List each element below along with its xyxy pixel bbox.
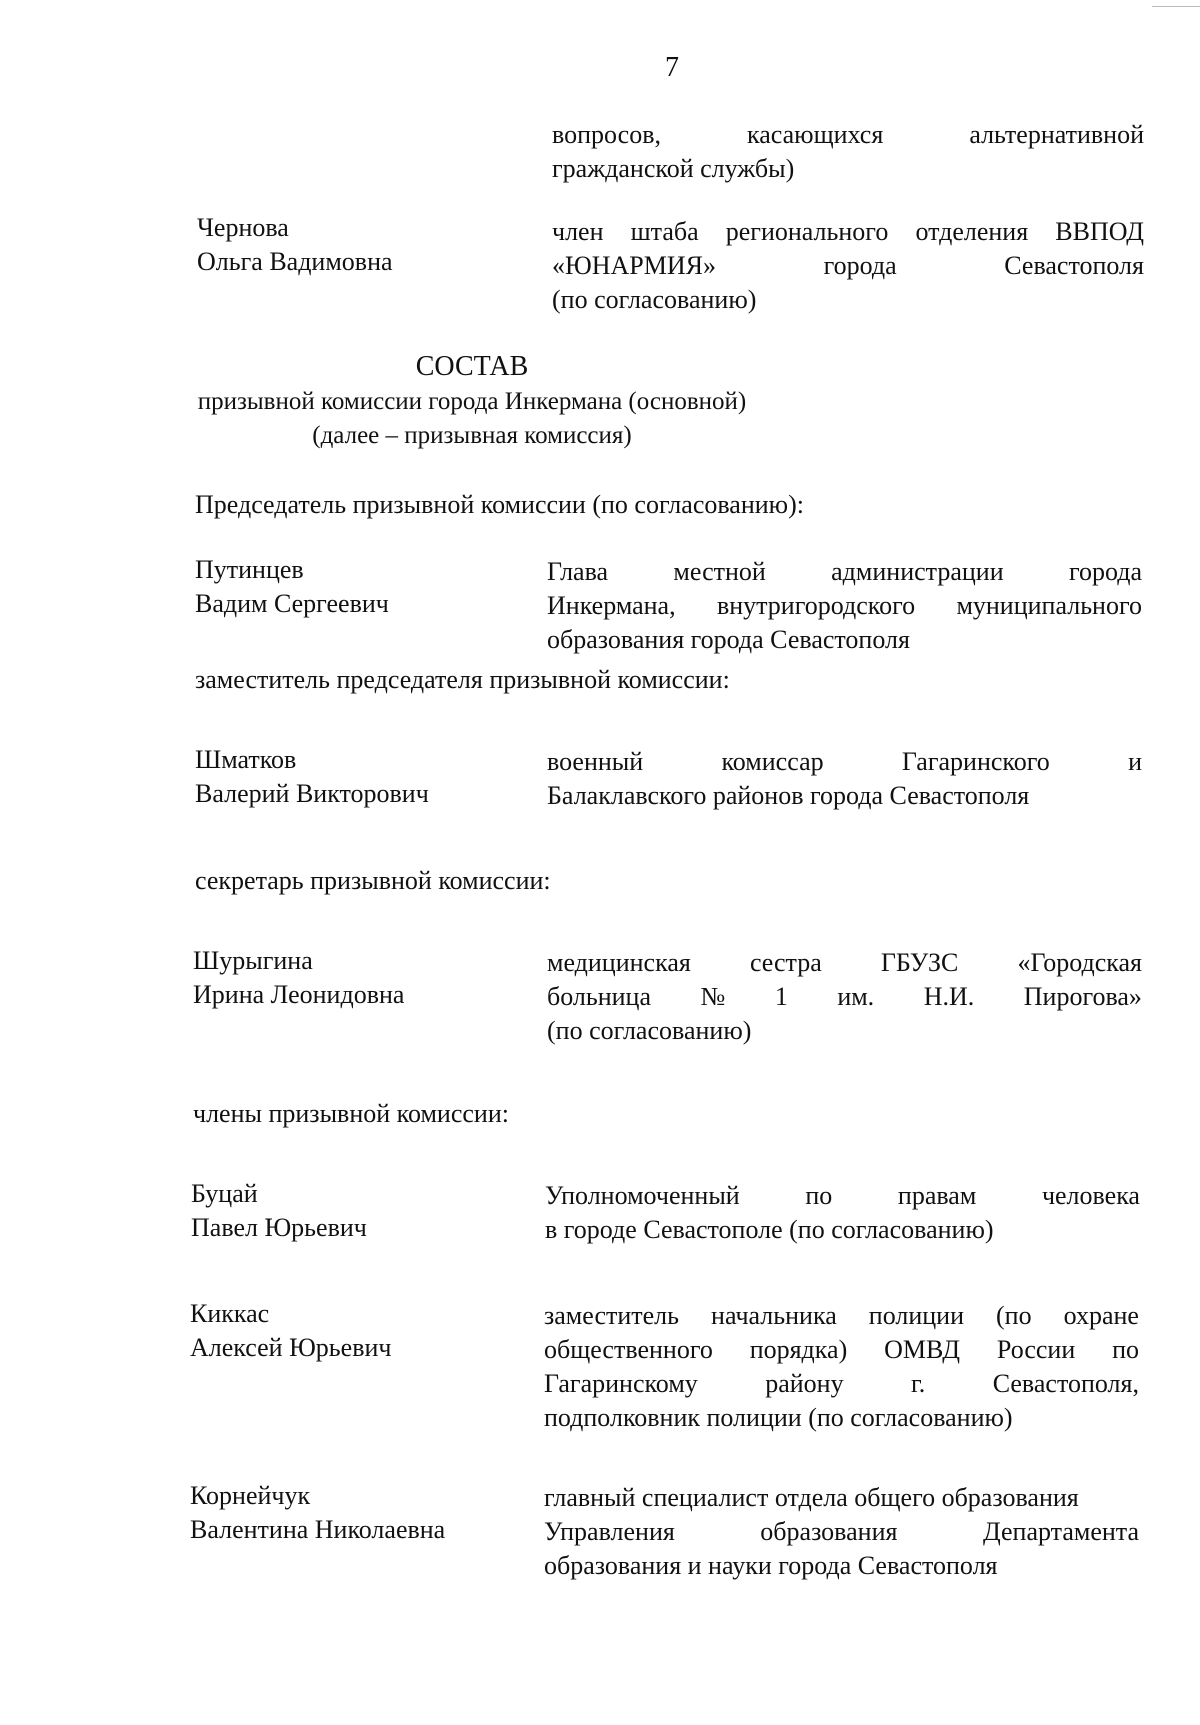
description-word: правам [897, 1181, 977, 1210]
description-word: регионального [725, 217, 889, 246]
description-word: член [552, 217, 604, 246]
description-line [552, 118, 1144, 152]
member-description-kikkas [544, 1299, 1139, 1435]
description-word: альтернативной [969, 120, 1144, 149]
member-description-korneichuk [544, 1481, 1139, 1583]
description-word: Департамента [982, 1517, 1139, 1546]
surname: Путинцев [195, 555, 304, 584]
description-word: главный специалист отдела общего образования [544, 1483, 1079, 1512]
description-line [552, 152, 1144, 186]
description-word: местной [673, 557, 766, 586]
description-word: Пирогова» [1023, 982, 1142, 1011]
surname: Шурыгина [193, 946, 313, 975]
description-word: ОМВД [884, 1335, 961, 1364]
description-line [544, 1515, 1139, 1549]
description-word: образования [760, 1517, 898, 1546]
description-word: начальника [711, 1301, 837, 1330]
secretary-name [193, 944, 404, 1012]
description-line [552, 215, 1144, 249]
deputy-label: заместитель председателя призывной комиссии: [195, 665, 730, 694]
description-word: человека [1041, 1181, 1140, 1210]
description-line [552, 249, 1144, 283]
description-word: Управления [544, 1517, 675, 1546]
description-line [544, 1549, 1139, 1583]
description-line [544, 1299, 1139, 1333]
description-word: администрации [831, 557, 1004, 586]
description-word: «ЮНАРМИЯ» [552, 251, 716, 280]
description-word: отделения [915, 217, 1029, 246]
chairman-label: Председатель призывной комиссии (по согласованию): [195, 490, 804, 519]
given-names: Ольга Вадимовна [197, 247, 393, 276]
given-names: Валерий Викторович [195, 779, 429, 808]
deputy-name [195, 743, 429, 811]
surname: Буцай [191, 1179, 258, 1208]
member-description-chernova [552, 215, 1144, 317]
description-word: касающихся [747, 120, 884, 149]
description-word: г. [911, 1369, 926, 1398]
corner-mark [1152, 0, 1200, 7]
description-word: больница [547, 982, 651, 1011]
description-word: им. [837, 982, 875, 1011]
description-word: Балаклавского районов города Севастополя [547, 781, 1030, 810]
description-word: штаба [630, 217, 699, 246]
section-title: СОСТАВ [415, 351, 529, 382]
description-word: порядка) [749, 1335, 848, 1364]
description-word: города [1068, 557, 1142, 586]
description-word: вопросов, [552, 120, 661, 149]
chairman-description [547, 555, 1142, 657]
description-word: Н.И. [923, 982, 975, 1011]
description-line [547, 779, 1142, 813]
description-word: по [805, 1181, 833, 1210]
page-number: 7 [665, 52, 679, 83]
description-line [544, 1333, 1139, 1367]
description-word: ВВПОД [1055, 217, 1144, 246]
given-names: Алексей Юрьевич [190, 1333, 392, 1362]
description-word: в городе Севастополе (по согласованию) [545, 1215, 994, 1244]
description-word: Севастополя [1004, 251, 1144, 280]
description-word: ГБУЗС [880, 948, 959, 977]
deputy-description [547, 745, 1142, 813]
description-word: (по [996, 1301, 1032, 1330]
description-word: и [1128, 747, 1142, 776]
description-word: внутригородского [716, 591, 916, 620]
description-line [547, 555, 1142, 589]
description-line [544, 1481, 1139, 1515]
description-line [547, 1014, 1142, 1048]
description-word: общественного [544, 1335, 713, 1364]
description-word: полиции [868, 1301, 964, 1330]
description-word: 1 [774, 982, 788, 1011]
description-word: (по согласованию) [547, 1016, 752, 1045]
description-word: Уполномоченный [545, 1181, 740, 1210]
description-line [552, 283, 1144, 317]
description-word: гражданской службы) [552, 154, 795, 183]
continuation-text [552, 118, 1144, 186]
description-word: Севастополя, [992, 1369, 1139, 1398]
description-word: «Городская [1017, 948, 1142, 977]
surname: Чернова [197, 213, 289, 242]
given-names: Валентина Николаевна [190, 1515, 446, 1544]
description-word: Гагаринскому [544, 1369, 698, 1398]
description-word: образования города Севастополя [547, 625, 910, 654]
description-line [545, 1179, 1140, 1213]
given-names: Павел Юрьевич [191, 1213, 367, 1242]
description-word: № [700, 982, 726, 1011]
description-word: комиссар [721, 747, 824, 776]
member-name-korneichuk [190, 1479, 445, 1547]
description-word: Глава [547, 557, 609, 586]
surname: Шматков [195, 745, 297, 774]
member-name-kikkas [190, 1297, 391, 1365]
surname: Киккас [190, 1299, 270, 1328]
description-line [547, 980, 1142, 1014]
description-line [547, 946, 1142, 980]
description-word: сестра [749, 948, 822, 977]
description-word: охране [1063, 1301, 1139, 1330]
member-description-butsai [545, 1179, 1140, 1247]
description-word: России [996, 1335, 1076, 1364]
description-line [544, 1401, 1139, 1435]
description-word: Гагаринского [901, 747, 1050, 776]
given-names: Ирина Леонидовна [193, 980, 405, 1009]
description-word: заместитель [544, 1301, 680, 1330]
secretary-label: секретарь призывной комиссии: [195, 866, 551, 895]
description-word: подполковник полиции (по согласованию) [544, 1403, 1013, 1432]
description-word: военный [547, 747, 644, 776]
secretary-description [547, 946, 1142, 1048]
description-word: Инкермана, [547, 591, 676, 620]
description-line [547, 745, 1142, 779]
description-word: города [823, 251, 897, 280]
description-word: (по согласованию) [552, 285, 757, 314]
description-word: по [1112, 1335, 1139, 1364]
description-word: образования и науки города Севастополя [544, 1551, 998, 1580]
description-line [547, 589, 1142, 623]
section-subtitle-1: призывной комиссии города Инкермана (основной) [197, 388, 747, 415]
description-line [545, 1213, 1140, 1247]
members-label: члены призывной комиссии: [193, 1099, 509, 1128]
description-line [547, 623, 1142, 657]
description-line [544, 1367, 1139, 1401]
chairman-name [195, 553, 389, 621]
section-subtitle-2: (далее – призывная комиссия) [312, 422, 632, 449]
surname: Корнейчук [190, 1481, 311, 1510]
description-word: району [765, 1369, 844, 1398]
given-names: Вадим Сергеевич [195, 589, 389, 618]
description-word: медицинская [547, 948, 691, 977]
member-name-chernova [197, 211, 393, 279]
member-name-butsai [191, 1177, 367, 1245]
description-word: муниципального [956, 591, 1142, 620]
